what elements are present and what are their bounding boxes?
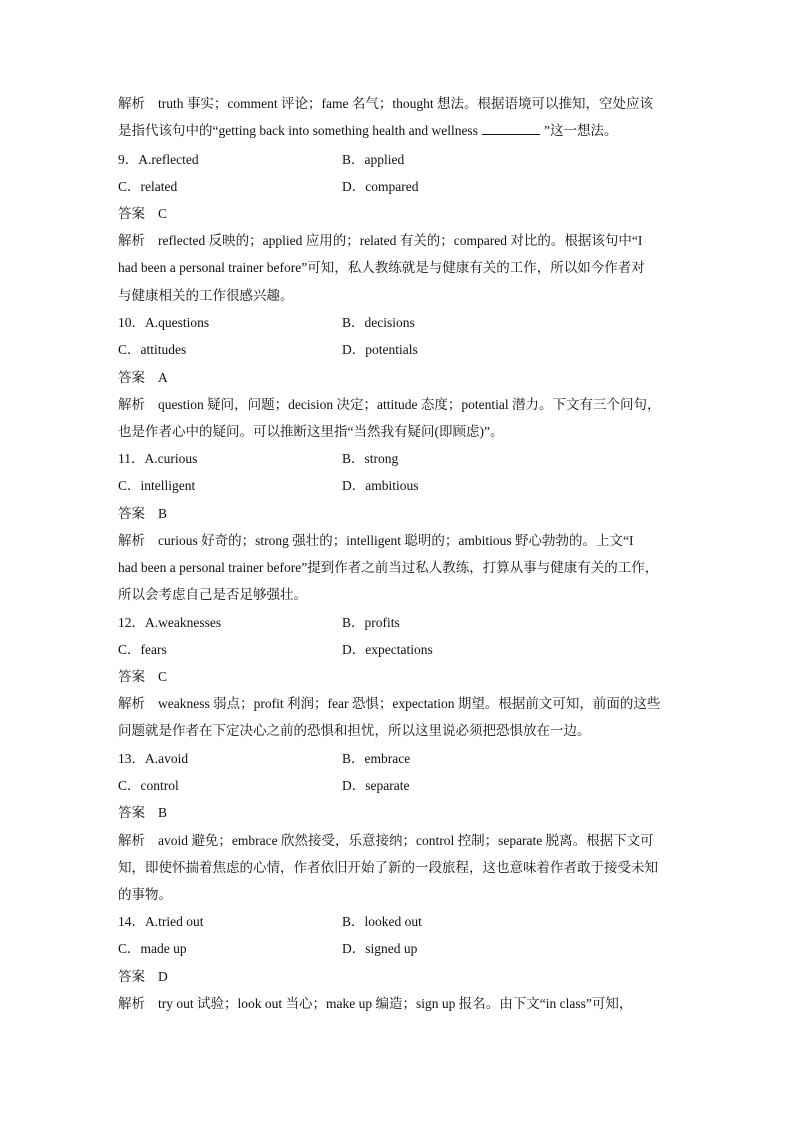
options-row (118, 750, 678, 768)
option-b: B．embrace (342, 751, 411, 766)
options-row (118, 314, 678, 332)
analysis-line (118, 259, 678, 277)
options-row (118, 913, 678, 931)
analysis-text: 问题就是作者在下定决心之前的恐惧和担忧，所以这里说必须把恐惧放在一边。 (118, 723, 591, 738)
analysis-text: 知，即使怀揣着焦虑的心情，作者依旧开始了新的一段旅程，这也意味着作者敢于接受未知 (118, 860, 658, 875)
analysis-text: 是指代该句中的“getting back into something health and wellness (118, 123, 478, 138)
analysis-line (118, 122, 678, 140)
option-d: D．ambitious (342, 478, 419, 493)
analysis-line (118, 886, 678, 904)
answer-label: 答案 (118, 969, 145, 984)
options-row (118, 940, 678, 958)
analysis-label: 解析 (118, 696, 145, 711)
answer-value: B (158, 506, 168, 521)
analysis-text: truth 事实；comment 评论；fame 名气；thought 想法。根据语境可以推知，空处应该 (158, 96, 653, 111)
fill-in-blank (482, 122, 540, 135)
analysis-text: ”这一想法。 (543, 123, 618, 138)
answer-label: 答案 (118, 370, 145, 385)
answer-line (118, 804, 678, 822)
options-row (118, 614, 678, 632)
analysis-label: 解析 (118, 397, 145, 412)
answer-value: B (158, 805, 168, 820)
analysis-line (118, 95, 678, 113)
analysis-text: try out 试验；look out 当心；make up 编造；sign up 报名。由下文“in class”可知， (158, 996, 633, 1011)
option-b: B．decisions (342, 315, 415, 330)
options-row (118, 341, 678, 359)
analysis-label: 解析 (118, 96, 145, 111)
option-c: C．intelligent (118, 478, 196, 493)
analysis-text: 的事物。 (118, 887, 172, 902)
option-a: 9．A.reflected (118, 152, 199, 167)
option-c: C．control (118, 778, 179, 793)
option-d: D．separate (342, 778, 410, 793)
option-a: 11．A.curious (118, 451, 198, 466)
answer-line (118, 369, 678, 387)
option-a: 13．A.avoid (118, 751, 189, 766)
analysis-text: had been a personal trainer before”提到作者之前当过私人教练，打算从事与健康有关的工作， (118, 560, 659, 575)
options-row (118, 777, 678, 795)
analysis-text: reflected 反映的；applied 应用的；related 有关的；compared 对比的。根据该句中“I (158, 233, 643, 248)
answer-label: 答案 (118, 805, 145, 820)
option-a: 12．A.weaknesses (118, 615, 222, 630)
analysis-text: curious 好奇的；strong 强壮的；intelligent 聪明的；ambitious 野心勃勃的。上文“I (158, 533, 634, 548)
option-c: C．made up (118, 941, 187, 956)
answer-line (118, 205, 678, 223)
answer-label: 答案 (118, 669, 145, 684)
option-b: B．strong (342, 451, 399, 466)
option-d: D．expectations (342, 642, 433, 657)
answer-label: 答案 (118, 206, 145, 221)
analysis-line (118, 695, 678, 713)
option-b: B．looked out (342, 914, 422, 929)
analysis-line (118, 559, 678, 577)
option-b: B．applied (342, 152, 405, 167)
analysis-text: 也是作者心中的疑问。可以推断这里指“当然我有疑问(即顾虑)”。 (118, 424, 504, 439)
options-row (118, 151, 678, 169)
analysis-text: question 疑问，问题；decision 决定；attitude 态度；potential 潜力。下文有三个问句， (158, 397, 661, 412)
answer-value: A (158, 370, 168, 385)
options-row (118, 641, 678, 659)
analysis-line (118, 832, 678, 850)
analysis-line (118, 423, 678, 441)
option-a: 10．A.questions (118, 315, 210, 330)
option-d: D．potentials (342, 342, 418, 357)
option-d: D．compared (342, 179, 419, 194)
analysis-label: 解析 (118, 533, 145, 548)
analysis-text: 与健康相关的工作很感兴趣。 (118, 288, 294, 303)
options-row (118, 178, 678, 196)
analysis-text: avoid 避免；embrace 欣然接受，乐意接纳；control 控制；separate 脱离。根据下文可 (158, 833, 654, 848)
analysis-line (118, 995, 678, 1013)
option-a: 14．A.tried out (118, 914, 204, 929)
option-c: C．related (118, 179, 178, 194)
options-row (118, 450, 678, 468)
answer-label: 答案 (118, 506, 145, 521)
answer-line (118, 668, 678, 686)
option-c: C．attitudes (118, 342, 187, 357)
analysis-line (118, 532, 678, 550)
answer-line (118, 968, 678, 986)
analysis-line (118, 232, 678, 250)
analysis-line (118, 586, 678, 604)
analysis-label: 解析 (118, 996, 145, 1011)
analysis-label: 解析 (118, 233, 145, 248)
answer-value: C (158, 669, 168, 684)
analysis-label: 解析 (118, 833, 145, 848)
analysis-text: weakness 弱点；profit 利润；fear 恐惧；expectation 期望。根据前文可知，前面的这些 (158, 696, 661, 711)
option-b: B．profits (342, 615, 400, 630)
analysis-text: 所以会考虑自己是否足够强壮。 (118, 587, 307, 602)
analysis-line (118, 287, 678, 305)
analysis-text: had been a personal trainer before”可知，私人教练就是与健康有关的工作，所以如今作者对 (118, 260, 645, 275)
answer-line (118, 505, 678, 523)
option-d: D．signed up (342, 941, 418, 956)
analysis-line (118, 396, 678, 414)
answer-value: D (158, 969, 168, 984)
answer-value: C (158, 206, 168, 221)
option-c: C．fears (118, 642, 167, 657)
analysis-line (118, 859, 678, 877)
options-row (118, 477, 678, 495)
analysis-line (118, 722, 678, 740)
